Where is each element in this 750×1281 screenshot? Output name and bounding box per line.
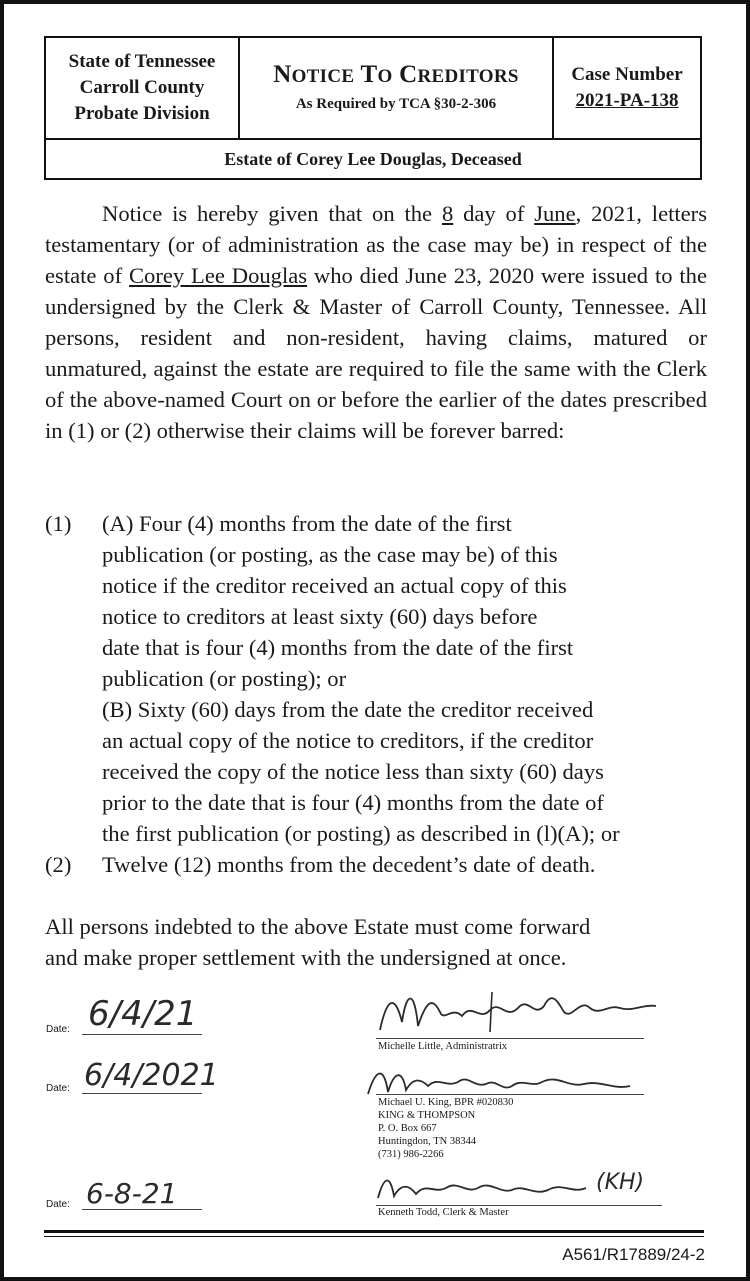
item-line: received the copy of the notice less than sixty (60) days bbox=[102, 759, 604, 784]
footer-rule bbox=[44, 1230, 704, 1233]
attorney-name: Michael U. King, BPR #020830 bbox=[378, 1097, 514, 1108]
item-line: prior to the date that is four (4) months from the date of bbox=[102, 790, 604, 815]
signature-line bbox=[376, 1094, 644, 1095]
date-label: Date: bbox=[46, 1083, 70, 1094]
item-line: the first publication (or posting) as described in (l)(A); or bbox=[102, 821, 620, 846]
item-number: (1) bbox=[45, 511, 72, 536]
item-line: publication (or posting, as the case may be) of this bbox=[102, 542, 558, 567]
attorney-firm: KING & THOMPSON bbox=[378, 1110, 476, 1121]
notice-paragraph bbox=[45, 198, 707, 446]
notice-header bbox=[44, 36, 702, 180]
court-block bbox=[46, 38, 240, 138]
closing-paragraph bbox=[45, 911, 707, 973]
item-line: publication (or posting); or bbox=[102, 666, 347, 691]
estate-name: Estate of Corey Lee Douglas, Deceased bbox=[46, 138, 700, 178]
footer-rule bbox=[44, 1236, 704, 1237]
administratrix-name: Michelle Little, Administratrix bbox=[378, 1041, 508, 1052]
notice-month: June bbox=[534, 201, 576, 226]
list-item bbox=[45, 508, 707, 849]
attorney-pobox: P. O. Box 667 bbox=[378, 1123, 437, 1134]
list-item bbox=[45, 849, 707, 880]
signature-line bbox=[376, 1038, 644, 1039]
item-line: date that is four (4) months from the date of the first bbox=[102, 635, 574, 660]
ad-id: A561/R17889/24-2 bbox=[562, 1245, 705, 1264]
date-label: Date: bbox=[46, 1199, 70, 1210]
closing-line: All persons indebted to the above Estate must come forward bbox=[45, 914, 591, 939]
clerk-name: Kenneth Todd, Clerk & Master bbox=[378, 1207, 509, 1218]
notice-day: 8 bbox=[441, 201, 454, 226]
date-line bbox=[82, 1093, 202, 1094]
closing-line: and make proper settlement with the undersigned at once. bbox=[45, 945, 567, 970]
attorney-city: Huntingdon, TN 38344 bbox=[378, 1136, 477, 1147]
item-line: notice if the creditor received an actual copy of this bbox=[102, 573, 567, 598]
item-line: notice to creditors at least sixty (60) days before bbox=[102, 604, 538, 629]
decedent-name: Corey Lee Douglas bbox=[128, 263, 308, 288]
case-label: Case Number bbox=[571, 64, 683, 85]
item-line: Twelve (12) months from the decedent’s date of death. bbox=[102, 852, 596, 877]
attorney-phone: (731) 986-2266 bbox=[378, 1149, 444, 1160]
signature-kenneth-todd bbox=[372, 1168, 602, 1208]
notice-title: NOTICE TO CREDITORS bbox=[273, 61, 519, 88]
handwritten-date: 6/4/2021 bbox=[84, 1058, 219, 1093]
notice-text: day of bbox=[453, 201, 535, 226]
court-county: Carroll County bbox=[79, 77, 205, 98]
clerk-initials: (KH) bbox=[596, 1170, 645, 1195]
court-state: State of Tennessee bbox=[68, 51, 216, 72]
court-division: Probate Division bbox=[74, 103, 210, 124]
item-number: (2) bbox=[45, 852, 72, 877]
notice-text: Notice is hereby given that on the bbox=[102, 201, 442, 226]
date-line bbox=[82, 1034, 202, 1035]
case-block bbox=[554, 38, 700, 138]
notice-text: who died June 23, 2020 were issued to the undersigned by the Clerk & Master of Carroll County, Tennessee. All persons, resident and non-resident, having claims, matured or unmatured, against the estate are required to file the same with the Clerk of the above-named Court on or before the earlier of the dates prescribed in (1) or (2) otherwise their claims will be forever barred: bbox=[45, 263, 707, 443]
notice-text: , 2021, letters testamentary (or of administration as the case may be) in respect of the estate of bbox=[45, 201, 707, 288]
notice-subtitle: As Required by TCA §30-2-306 bbox=[295, 96, 497, 112]
title-block bbox=[240, 38, 554, 138]
deadline-list bbox=[45, 508, 707, 880]
handwritten-date: 6/4/21 bbox=[88, 994, 198, 1034]
case-number: 2021-PA-138 bbox=[575, 90, 679, 111]
handwritten-date: 6-8-21 bbox=[86, 1177, 178, 1210]
attorney-block bbox=[378, 1096, 513, 1161]
item-line: an actual copy of the notice to creditors, if the creditor bbox=[102, 728, 594, 753]
date-label: Date: bbox=[46, 1024, 70, 1035]
item-line: (A) Four (4) months from the date of the first bbox=[102, 511, 512, 536]
signature-michelle-little bbox=[372, 982, 662, 1044]
item-line: (B) Sixty (60) days from the date the creditor received bbox=[102, 697, 594, 722]
